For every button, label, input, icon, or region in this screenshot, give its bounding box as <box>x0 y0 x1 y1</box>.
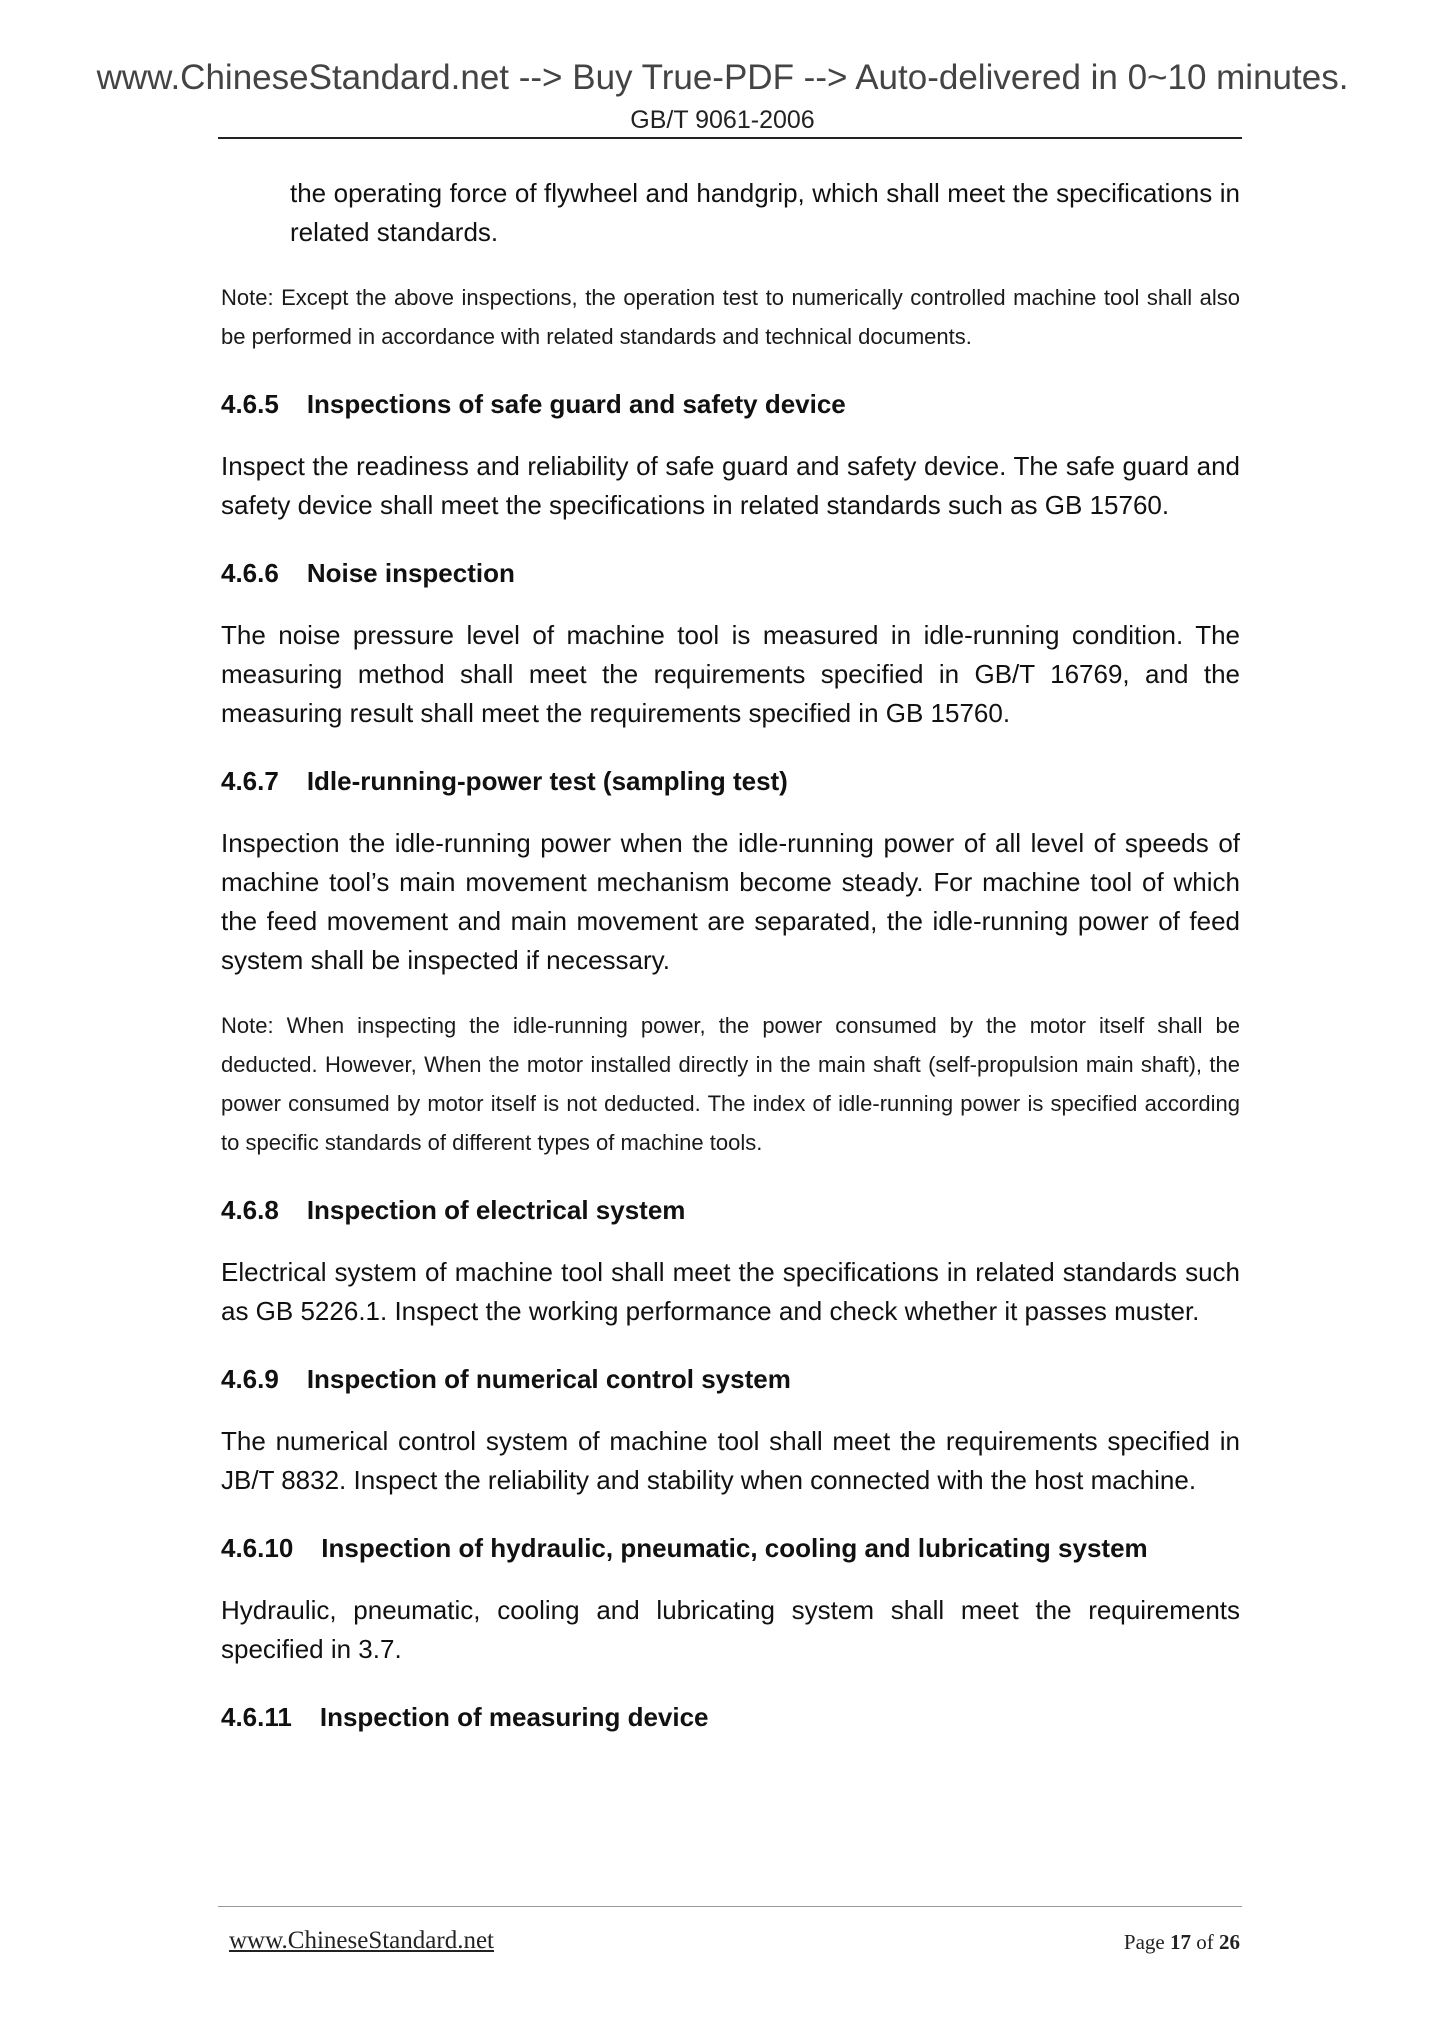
section-number: 4.6.11 <box>221 1702 292 1732</box>
section-title: Noise inspection <box>306 558 515 588</box>
section-text-4-6-9: The numerical control system of machine tool shall meet the requirements specified in JB/T 8832. Inspect the reliability and stability when connected with the host machine. <box>221 1426 1240 1495</box>
section-title: Inspection of numerical control system <box>306 1364 791 1394</box>
continuation-paragraph: the operating force of flywheel and handgrip, which shall meet the specifications in related standards. <box>290 178 1240 247</box>
footer-divider <box>218 1906 1242 1907</box>
section-number: 4.6.6 <box>221 558 279 588</box>
section-text-4-6-6: The noise pressure level of machine tool is measured in idle-running condition. The measuring method shall meet the requirements specified in GB/T 16769, and the measuring result shall meet the requirements specified in GB 15760. <box>221 620 1240 728</box>
section-title: Inspections of safe guard and safety device <box>306 389 846 419</box>
site-banner: www.ChineseStandard.net --> Buy True-PDF --> Auto-delivered in 0~10 minutes. <box>96 58 1349 97</box>
section-heading-4-6-10 <box>221 1528 1240 1568</box>
section-number: 4.6.5 <box>221 389 279 419</box>
section-number: 4.6.7 <box>221 766 279 796</box>
section-heading-4-6-6 <box>221 553 1240 593</box>
note-idle-running-power: Note: When inspecting the idle-running power, the power consumed by the motor itself shall be deducted. However, When the motor installed directly in the main shaft (self-propulsion main shaft), the power consumed by motor itself is not deducted. The index of idle-running power is specified according to specific standards of different types of machine tools. <box>221 1013 1240 1155</box>
section-text-4-6-7: Inspection the idle-running power when the idle-running power of all level of speeds of machine tool’s main movement mechanism become steady. For machine tool of which the feed movement and main movement are separated, the idle-running power of feed system shall be inspected if necessary. <box>221 828 1240 975</box>
section-title: Inspection of measuring device <box>319 1702 709 1732</box>
page-current: 17 <box>1170 1930 1191 1954</box>
section-text-4-6-5: Inspect the readiness and reliability of safe guard and safety device. The safe guard and safety device shall meet the specifications in related standards such as GB 15760. <box>221 451 1240 520</box>
section-heading-4-6-8 <box>221 1190 1240 1230</box>
section-number: 4.6.8 <box>221 1195 279 1225</box>
page-label: Page <box>1123 1930 1165 1954</box>
section-title: Inspection of electrical system <box>306 1195 686 1225</box>
section-text-4-6-8: Electrical system of machine tool shall meet the specifications in related standards such as GB 5226.1. Inspect the working performance and check whether it passes muster. <box>221 1257 1240 1326</box>
document-body <box>221 174 1240 1737</box>
footer-site-link[interactable]: www.ChineseStandard.net <box>229 1927 494 1954</box>
page-number <box>1124 1930 1240 1955</box>
section-heading-4-6-9 <box>221 1359 1240 1399</box>
section-title: Idle-running-power test (sampling test) <box>306 766 788 796</box>
section-heading-4-6-7 <box>221 761 1240 801</box>
section-number: 4.6.9 <box>221 1364 279 1394</box>
section-heading-4-6-5 <box>221 384 1240 424</box>
section-heading-4-6-11 <box>221 1697 1240 1737</box>
page-total: 26 <box>1219 1930 1240 1954</box>
header-divider <box>218 137 1242 139</box>
section-number: 4.6.10 <box>221 1533 294 1563</box>
section-text-4-6-10: Hydraulic, pneumatic, cooling and lubricating system shall meet the requirements specified in 3.7. <box>221 1595 1240 1664</box>
section-title: Inspection of hydraulic, pneumatic, cooling and lubricating system <box>321 1533 1148 1563</box>
note-operation-test: Note: Except the above inspections, the operation test to numerically controlled machine tool shall also be performed in accordance with related standards and technical documents. <box>221 285 1240 349</box>
page-of: of <box>1196 1930 1214 1954</box>
standard-code: GB/T 9061-2006 <box>630 106 815 134</box>
